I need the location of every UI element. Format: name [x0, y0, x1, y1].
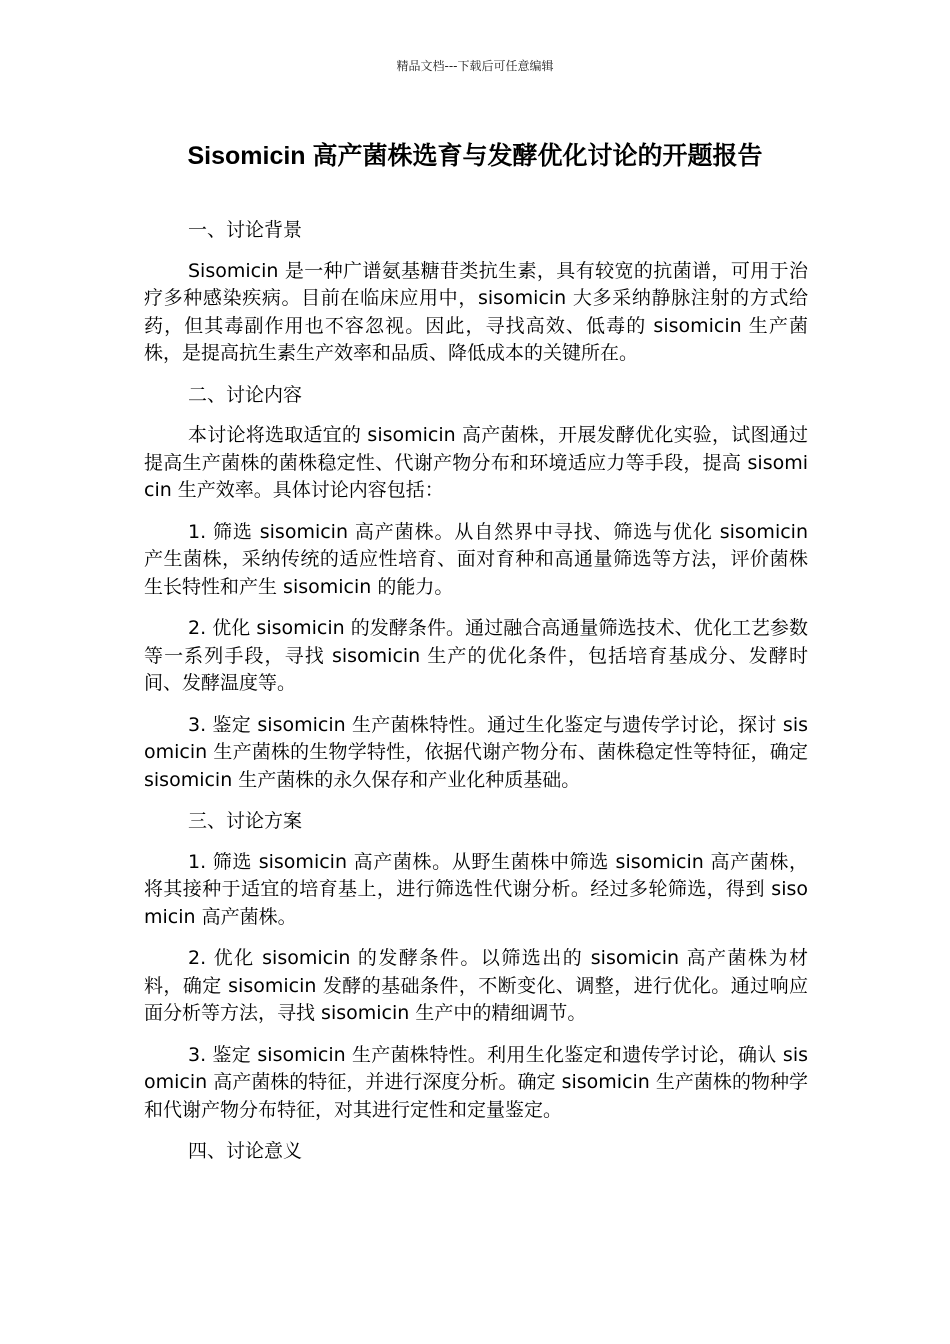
- plan-item-3: 3. 鉴定 sisomicin 生产菌株特性。利用生化鉴定和遗传学讨论，确认 sisomicin 高产菌株的特征，并进行深度分析。确定 sisomicin 生产菌株的物种学和代谢产物分布特征，对其进行定性和定量鉴定。: [144, 1043, 808, 1121]
- content-item-2: 2. 优化 sisomicin 的发酵条件。通过融合高通量筛选技术、优化工艺参数等一系列手段，寻找 sisomicin 生产的优化条件，包括培育基成分、发酵时间、发酵温度等。: [144, 617, 808, 694]
- content-item-3: 3. 鉴定 sisomicin 生产菌株特性。通过生化鉴定与遗传学讨论，探讨 sisomicin 生产菌株的生物学特性，依据代谢产物分布、菌株稳定性等特征，确定 sisomicin 生产菌株的永久保存和产业化种质基础。: [144, 713, 808, 791]
- document-body: [144, 217, 808, 1179]
- document-title: Sisomicin 高产菌株选育与发酵优化讨论的开题报告: [187, 142, 763, 170]
- section-heading-content: 二、讨论内容: [188, 383, 303, 406]
- plan-item-2: 2. 优化 sisomicin 的发酵条件。以筛选出的 sisomicin 高产菌株为材料，确定 sisomicin 发酵的基础条件，不断变化、调整，进行优化。通过响应面分析等方法，寻找 sisomicin 生产中的精细调节。: [144, 947, 808, 1024]
- content-intro-paragraph: 本讨论将选取适宜的 sisomicin 高产菌株，开展发酵优化实验，试图通过提高生产菌株的菌株稳定性、代谢产物分布和环境适应力等手段，提高 sisomicin 生产效率。具体讨论内容包括：: [144, 424, 808, 501]
- page-header: 精品文档---下载后可任意编辑: [396, 59, 554, 73]
- section-heading-plan: 三、讨论方案: [188, 810, 303, 832]
- section-heading-background: 一、讨论背景: [188, 219, 303, 241]
- background-paragraph: Sisomicin 是一种广谱氨基糖苷类抗生素，具有较宽的抗菌谱，可用于治疗多种感染疾病。目前在临床应用中，sisomicin 大多采纳静脉注射的方式给药，但其毒副作用也不容忽视。因此，寻找高效、低毒的 sisomicin 生产菌株，是提高抗生素生产效率和品质、降低成本的关键所在。: [144, 259, 808, 364]
- content-item-1: 1. 筛选 sisomicin 高产菌株。从自然界中寻找、筛选与优化 sisomicin 产生菌株，采纳传统的适应性培育、面对育种和高通量筛选等方法，评价菌株生长特性和产生 sisomicin 的能力。: [144, 520, 808, 598]
- plan-item-1: 1. 筛选 sisomicin 高产菌株。从野生菌株中筛选 sisomicin 高产菌株，将其接种于适宜的培育基上，进行筛选性代谢分析。经过多轮筛选，得到 sisomicin 高产菌株。: [144, 850, 808, 928]
- section-heading-significance: 四、讨论意义: [188, 1140, 303, 1162]
